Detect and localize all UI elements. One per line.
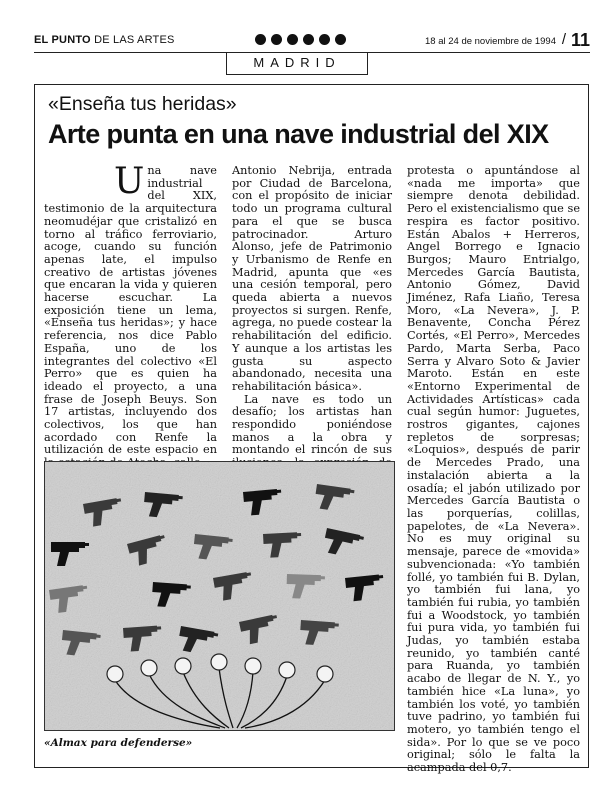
section-label: MADRID xyxy=(253,55,341,70)
drop-cap: U xyxy=(114,161,145,202)
photo-caption: «Almax para defenderse» xyxy=(44,737,193,749)
photo-toy-guns xyxy=(44,461,395,731)
article-column-1 xyxy=(44,161,217,457)
dot-ornament xyxy=(255,34,266,45)
column-2-paragraph-1: Antonio Nebrija, entrada por Ciudad de Barcelona, con el propósito de iniciar todo un programa cultural para el que se busca patrocinador. Arturo Alonso, jefe de Patrimonio y Urbanismo de Renfe en Madrid, apunta que «es una cesión temporal, pero queda abierta a nuevos proyectos si surgen. Renfe, agrega, no puede costear la rehabilitación del edificio. Y aunque a los artistas les gusta su aspecto abandonado, necesita una rehabilitación básica». xyxy=(232,164,392,393)
article-headline: Arte punta en una nave industrial del XIX xyxy=(48,119,549,149)
dot-ornament xyxy=(287,34,298,45)
column-3-text: protesta o apuntándose al «nada me importa» que siempre denota debilidad. Pero el existencialismo que se respira es factor positivo. Están Abalos + Herreros, Angel Borrego e Ignacio Burgos; Mauro Entrialgo, Mercedes García Bautista, Antonio Gómez, David Jiménez, Rafa Liaño, Teresa Moro, «La Nevera», J. P. Benavente, Concha Pérez Cortés, «El Perro», Mercedes Pardo, Marta Serba, Paco Serra y Alvaro Soto & Javier Maroto. Están en este «Entorno Experimental de Actividades Artísticas» cada cual según humor: Juguetes, rostros gigantes, cajones repletos de sorpresas; «Loquios», después de parir de Mercedes Prado, una instalación abierta a la osadía; el jabón utilizado por Mercedes García Bautista o las porquerías, colillas, papelotes, de «La Nevera». No es muy original su mensaje, parece de «movida» subvencionada: «Yo también follé, yo también fui B. Dylan, yo también fui lana, yo también fui rubia, yo también fui a Woodstock, yo también fui pura vida, yo también fui Judas, yo también estaba reunido, yo también canté para Ruanda, yo también acabo de llegar de N. Y., yo también hice «La luna», yo también los voté, yo también tuve padrino, yo también fui motero, yo también tengo el sida». Por lo que se ve poco original; sólo le falta la acampada del 0,7. xyxy=(407,164,580,775)
issue-date: 18 al 24 de noviembre de 1994 xyxy=(425,36,556,47)
masthead xyxy=(34,30,590,53)
masthead-dots xyxy=(255,34,346,45)
dot-ornament xyxy=(271,34,282,45)
column-1-text: na nave industrial del XIX, testimonio de la arquitectura neomudéjar que cristalizó en torno al tráfico ferroviario, acoge, cuando su función apenas late, el impulso creativo de artistas jóvenes que encaran la vida y quieren hacerse escuchar. La exposición tiene un lema, «Enseña tus heridas»; y hace referencia, nos dice Pablo España, uno de los integrantes del colectivo «El Perro» que es quien ha ideado el proyecto, a una frase de Joseph Beuys. Son 17 artistas, incluyendo dos colectivos, los que han acordado con Renfe la utilización de este espacio en xyxy=(44,164,217,457)
article-column-3 xyxy=(407,164,580,775)
publication-name: EL PUNTO DE LAS ARTES xyxy=(34,34,175,46)
masthead-separator: / xyxy=(561,31,566,48)
article-kicker: «Enseña tus heridas» xyxy=(48,93,237,115)
column-2-paragraph-2: La nave es todo un desafío; los artistas han respondido poniéndose manos a la obra y montando el rincón de sus xyxy=(232,392,392,457)
article xyxy=(34,84,589,775)
article-column-2 xyxy=(232,165,392,457)
dot-ornament xyxy=(303,34,314,45)
page-number: 11 xyxy=(570,30,590,50)
section-tab xyxy=(226,52,368,75)
dot-ornament xyxy=(319,34,330,45)
dot-ornament xyxy=(335,34,346,45)
photo-illustration xyxy=(45,462,394,730)
